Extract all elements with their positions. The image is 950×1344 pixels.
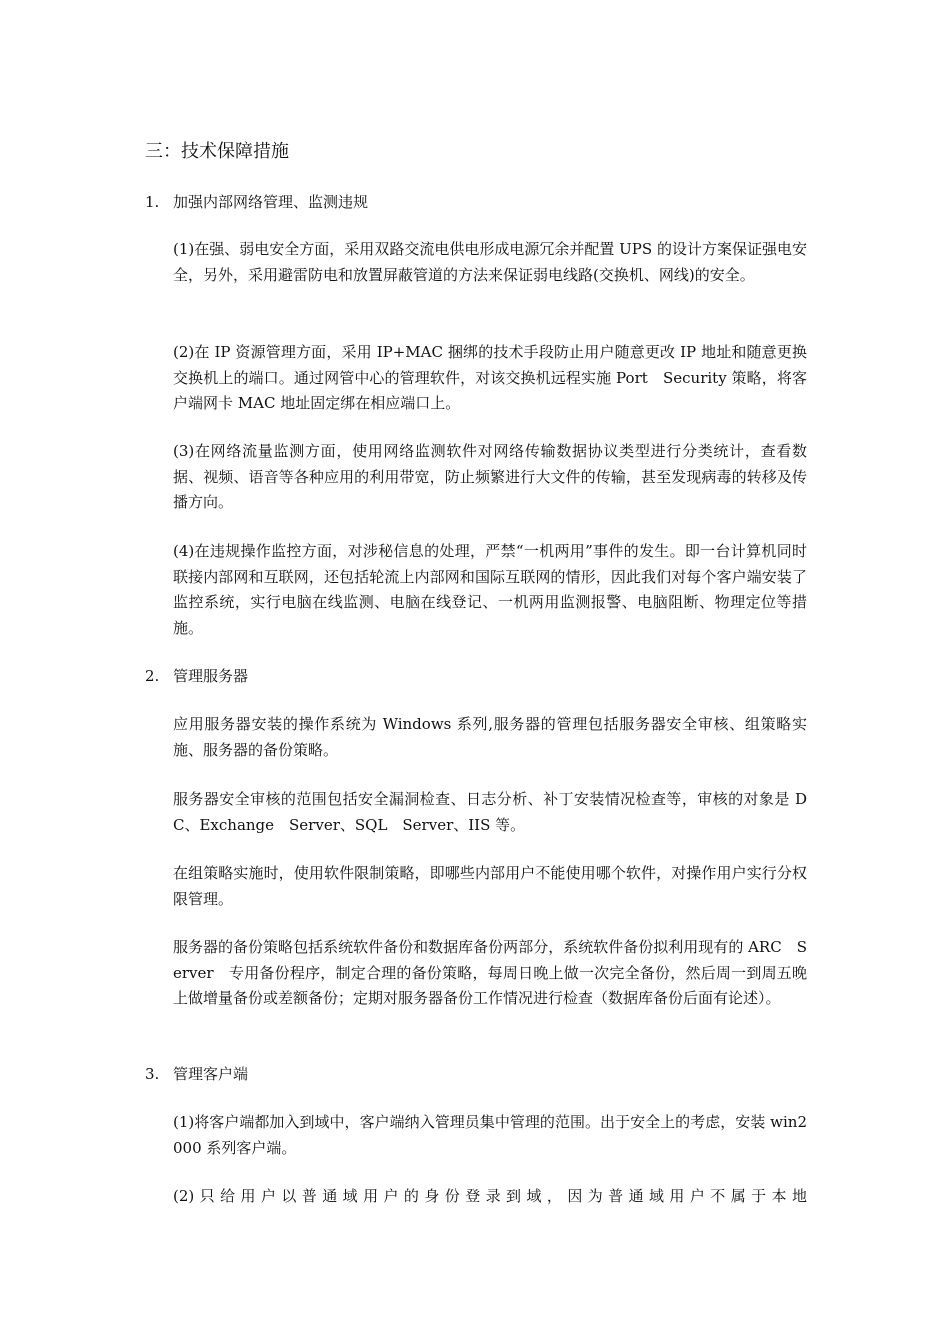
paragraph: 在组策略实施时，使用软件限制策略，即哪些内部用户不能使用哪个软件，对操作用户实行分权限管理。 — [173, 864, 807, 908]
paragraph: (2)只给用户以普通域用户的身份登录到域，因为普通域用户不属于本地 — [173, 1187, 807, 1205]
paragraph: (1)在强、弱电安全方面，采用双路交流电供电形成电源冗余并配置 UPS 的设计方案保证强电安全，另外，采用避雷防电和放置屏蔽管道的方法来保证弱电线路(交换机、网线)的安全。 — [173, 240, 807, 284]
item-title: 加强内部网络管理、监测违规 — [173, 193, 369, 211]
paragraph: (1)将客户端都加入到域中，客户端纳入管理员集中管理的范围。出于安全上的考虑，安装 win2000 系列客户端。 — [173, 1113, 807, 1157]
paragraph: 服务器的备份策略包括系统软件备份和数据库备份两部分，系统软件备份拟利用现有的 ARC Server 专用备份程序，制定合理的备份策略，每周日晚上做一次完全备份，然后周一到周五晚上做增量备份或差额备份；定期对服务器备份工作情况进行检查（数据库备份后面有论述）。 — [173, 938, 807, 1007]
section-heading: 三：技术保障措施 — [145, 141, 289, 162]
item-heading-1 — [145, 192, 368, 212]
item-number: 1. — [145, 193, 160, 211]
paragraph: (2)在 IP 资源管理方面，采用 IP+MAC 捆绑的技术手段防止用户随意更改 IP 地址和随意更换交换机上的端口。通过网管中心的管理软件，对该交换机远程实施 Port Security 策略，将客户端网卡 MAC 地址固定绑在相应端口上。 — [173, 343, 807, 412]
item-title: 管理客户端 — [173, 1065, 249, 1083]
item-heading-2 — [145, 666, 248, 686]
paragraph: (3)在网络流量监测方面，使用网络监测软件对网络传输数据协议类型进行分类统计，查看数据、视频、语音等各种应用的利用带宽，防止频繁进行大文件的传输，甚至发现病毒的转移及传播方向。 — [173, 442, 807, 511]
item-number: 2. — [145, 667, 160, 685]
paragraph: (4)在违规操作监控方面，对涉秘信息的处理，严禁“一机两用”事件的发生。即一台计算机同时联接内部网和互联网，还包括轮流上内部网和国际互联网的情形，因此我们对每个客户端安装了监控系统，实行电脑在线监测、电脑在线登记、一机两用监测报警、电脑阻断、物理定位等措施。 — [173, 542, 807, 637]
item-title: 管理服务器 — [173, 667, 249, 685]
item-heading-3 — [145, 1064, 248, 1084]
paragraph: 服务器安全审核的范围包括安全漏洞检查、日志分析、补丁安装情况检查等，审核的对象是 DC、Exchange Server、SQL Server、IIS 等。 — [173, 790, 807, 834]
paragraph: 应用服务器安装的操作系统为 Windows 系列,服务器的管理包括服务器安全审核、组策略实施、服务器的备份策略。 — [173, 715, 807, 759]
item-number: 3. — [145, 1065, 160, 1083]
